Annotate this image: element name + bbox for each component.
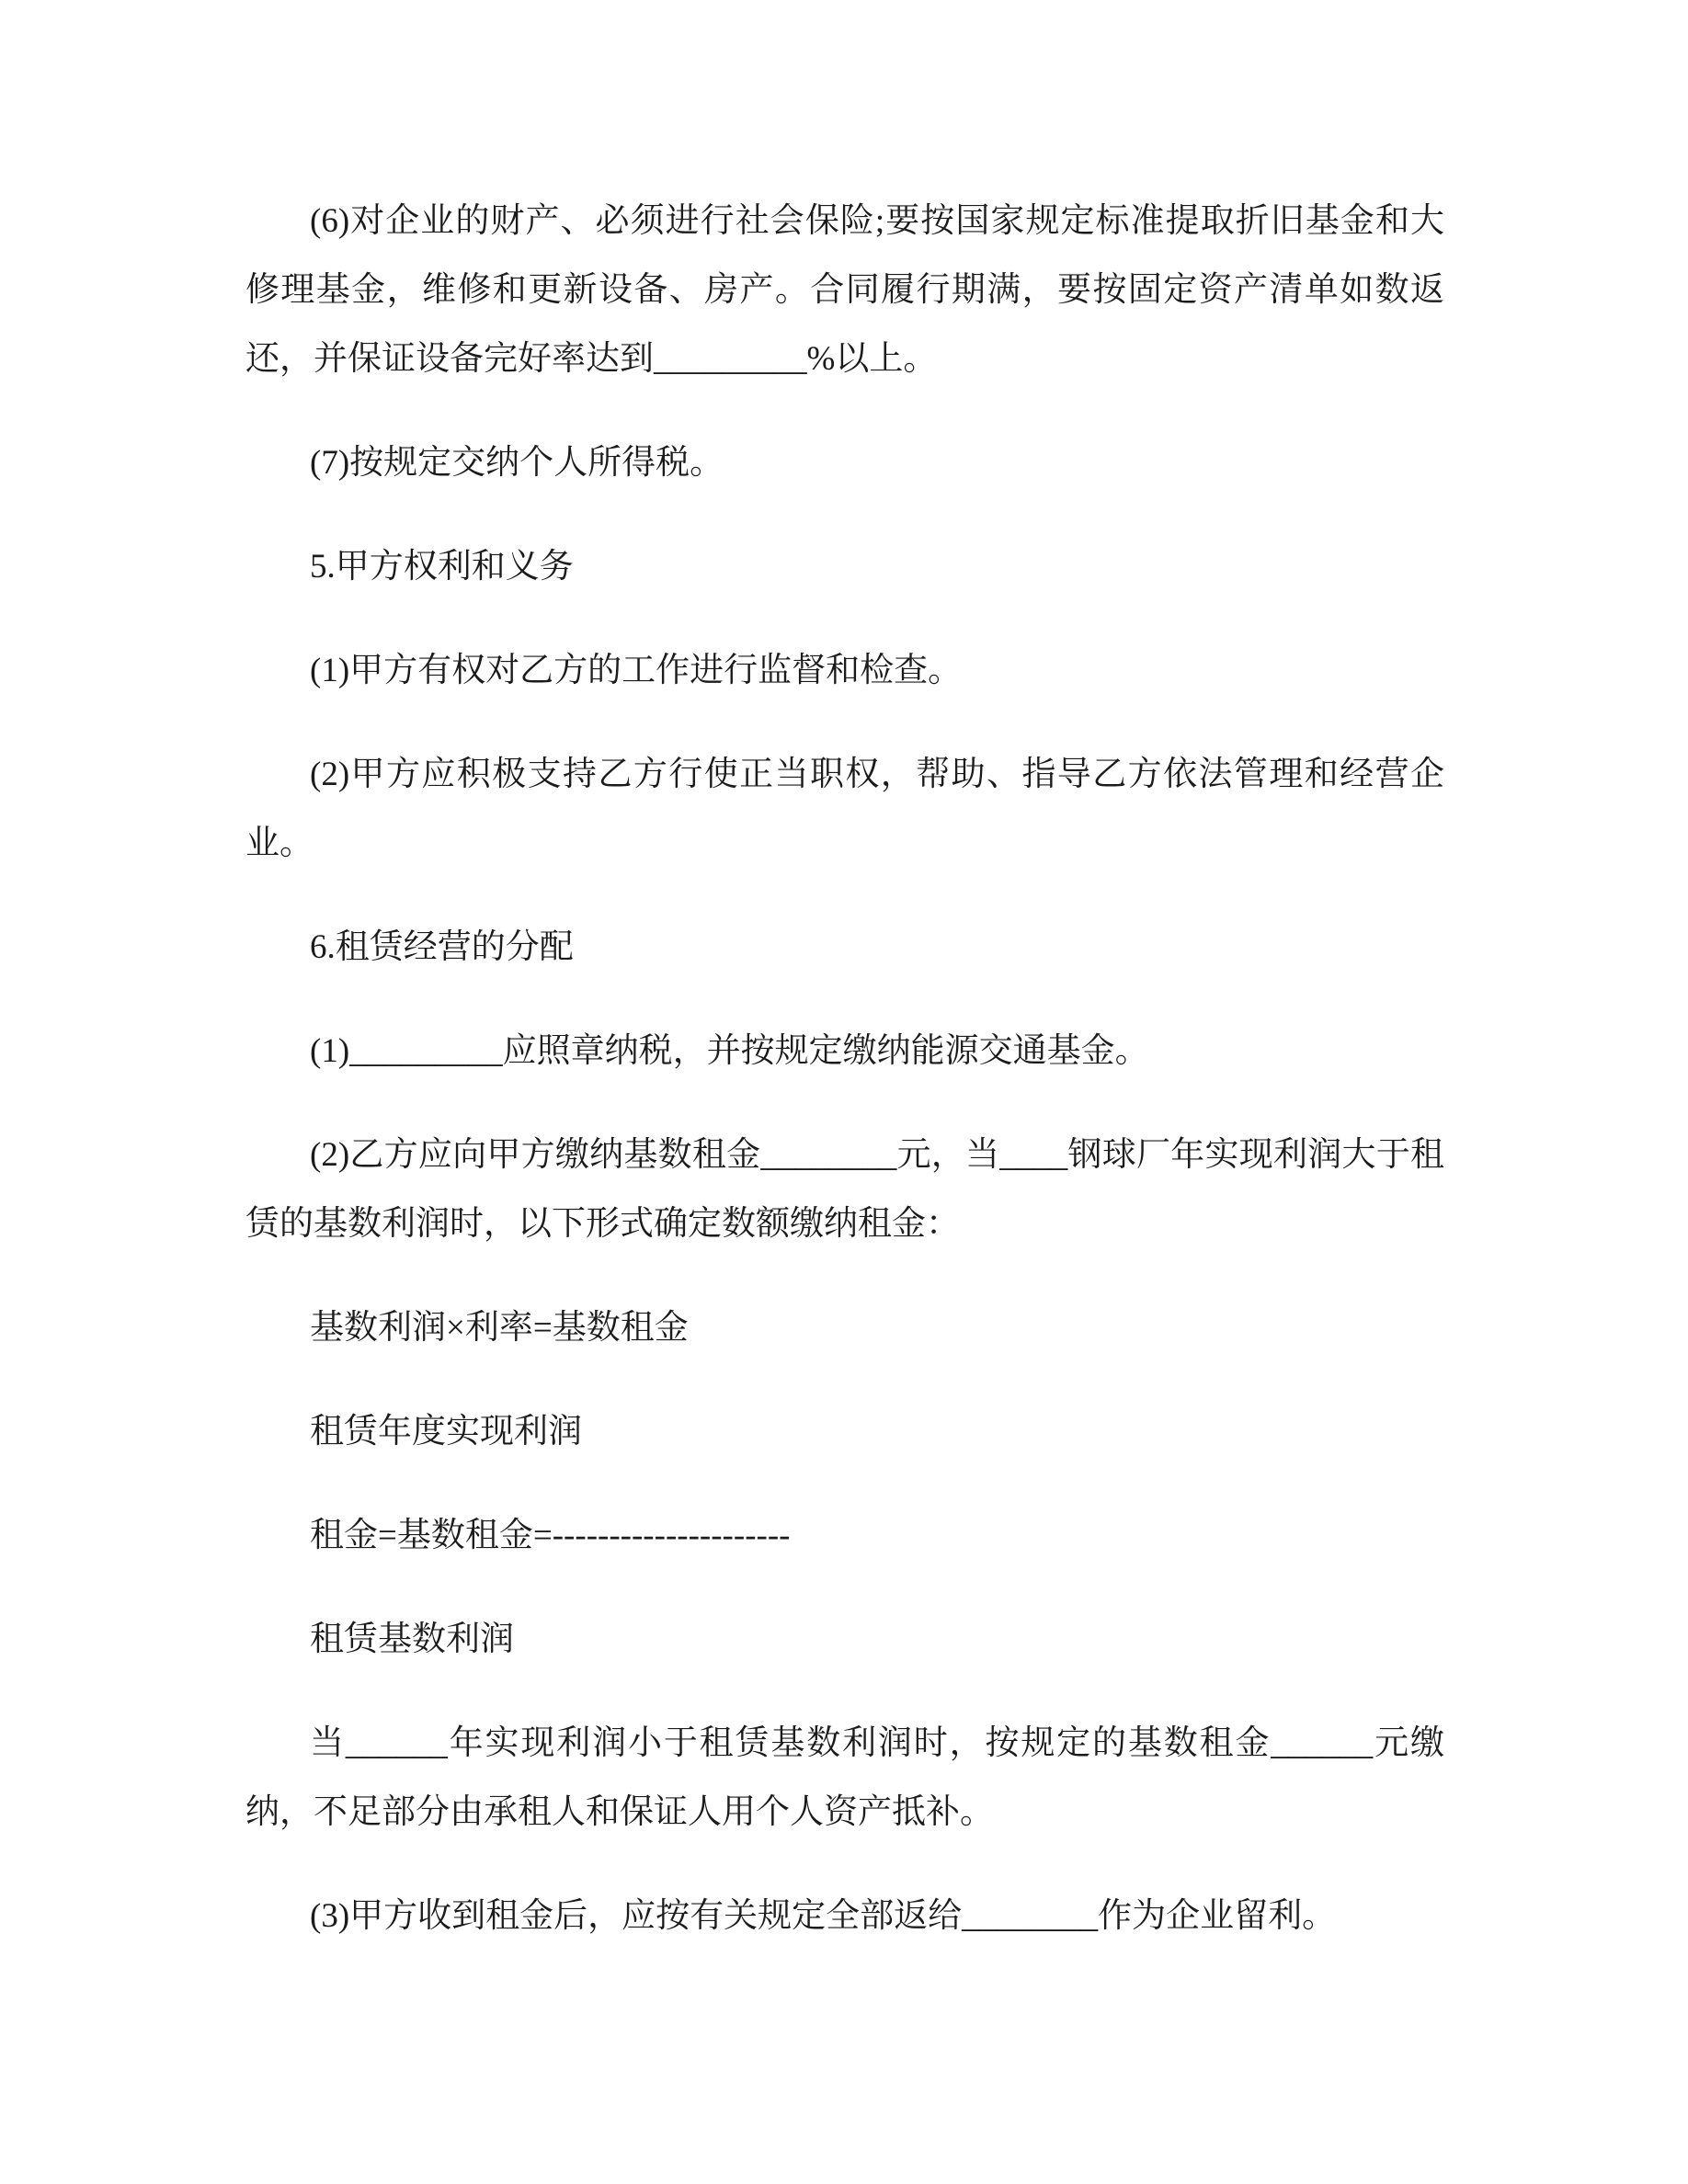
clause-6-1-tax-payment: (1)_________应照章纳税，并按规定缴纳能源交通基金。 [310, 1032, 1149, 1070]
clause-7-income-tax: (7)按规定交纳个人所得税。 [310, 444, 724, 482]
heading-section-5-party-a-rights: 5.甲方权利和义务 [310, 548, 574, 586]
clause-6-3-rent-return: (3)甲方收到租金后，应按有关规定全部返给________作为企业留利。 [310, 1897, 1337, 1935]
formula-fraction-numerator: 租赁年度实现利润 [310, 1413, 582, 1450]
clause-5-2-support: (2)甲方应积极支持乙方行使正当职权，帮助、指导乙方依法管理和经营企业。 [245, 756, 1444, 862]
clause-6-property-insurance: (6)对企业的财产、必须进行社会保险;要按国家规定标准提取折旧基金和大修理基金，维修和更新设备、房产。合同履行期满，要按固定资产清单如数返还，并保证设备完好率达到_________%以上。 [245, 202, 1444, 378]
clause-shortfall-compensation: 当______年实现利润小于租赁基数利润时，按规定的基数租金______元缴纳，不足部分由承租人和保证人用个人资产抵补。 [245, 1724, 1444, 1831]
clause-5-1-supervision: (1)甲方有权对乙方的工作进行监督和检查。 [310, 652, 963, 689]
formula-rent-fraction-bar: 租金=基数租金=--------------------- [310, 1517, 791, 1554]
formula-fraction-denominator: 租赁基数利润 [310, 1621, 514, 1658]
clause-6-2-base-rent: (2)乙方应向甲方缴纳基数租金________元，当____钢球厂年实现利润大于租赁的基数利润时，以下形式确定数额缴纳租金： [245, 1136, 1444, 1243]
formula-base-profit-rate: 基数利润×利率=基数租金 [310, 1309, 689, 1347]
heading-section-6-lease-distribution: 6.租赁经营的分配 [310, 928, 574, 966]
